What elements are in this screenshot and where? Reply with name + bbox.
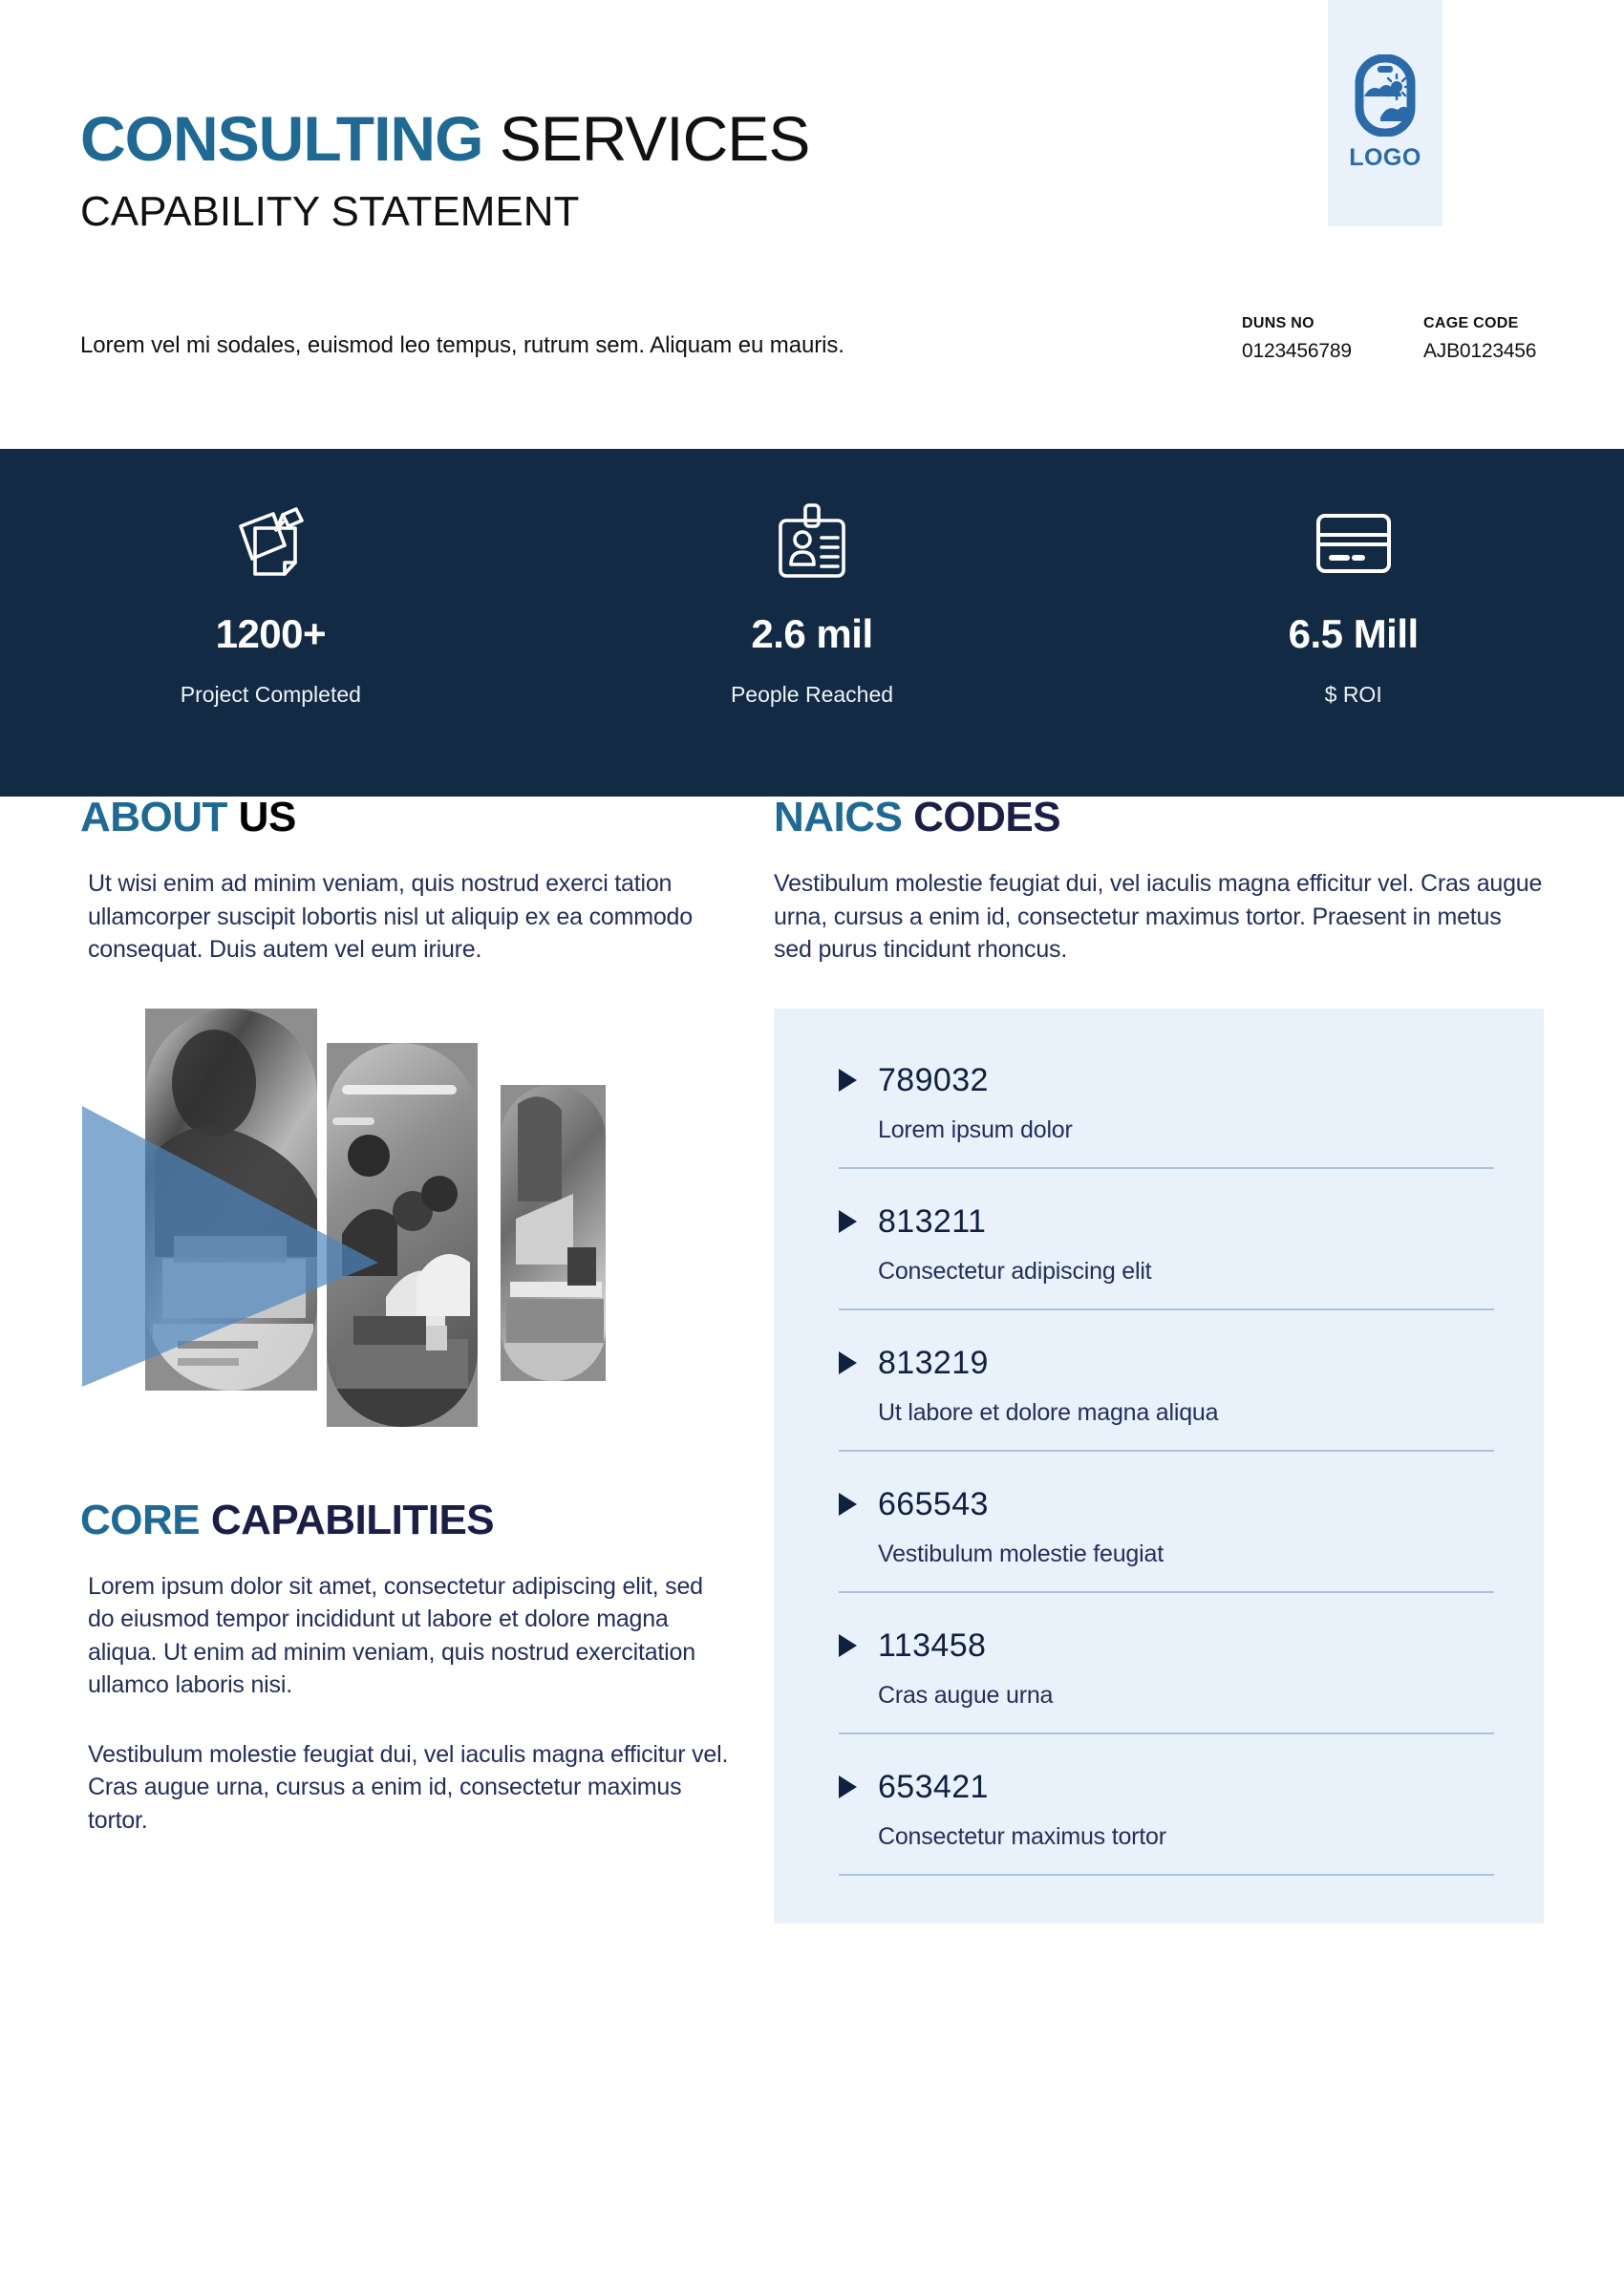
naics-description: Consectetur maximus tortor [878, 1822, 1166, 1850]
credit-card-icon [1311, 499, 1397, 590]
page-header [0, 0, 1624, 449]
divider [839, 1450, 1494, 1452]
photo-collage [80, 1009, 730, 1457]
naics-head [823, 1345, 1494, 1382]
naics-description: Ut labore et dolore magna aliqua [878, 1398, 1219, 1426]
stat-value: 2.6 mil [751, 611, 873, 656]
tagline: Lorem vel mi sodales, euismod leo tempus, rutrum sem. Aliquam eu mauris. [80, 332, 844, 358]
naics-code: 813211 [878, 1202, 987, 1240]
core-capabilities-heading [80, 1496, 730, 1543]
photo-workspace-laptop [501, 1085, 606, 1381]
duns-label: DUNS NO [1242, 315, 1314, 331]
naics-head [823, 1769, 1494, 1806]
naics-description: Lorem ipsum dolor [878, 1116, 1073, 1143]
stat-value: 6.5 Mill [1288, 611, 1419, 656]
divider [839, 1308, 1494, 1310]
logo-text: LOGO [1349, 144, 1421, 171]
duns-value: 0123456789 [1242, 340, 1352, 362]
stat-roi [1082, 449, 1624, 797]
naics-item[interactable] [823, 1062, 1494, 1175]
naics-description: Consectetur adipiscing elit [878, 1257, 1152, 1285]
naics-item[interactable] [823, 1486, 1494, 1599]
logo-icon [1355, 54, 1416, 137]
naics-code: 813219 [878, 1344, 989, 1381]
naics-code: 665543 [878, 1485, 989, 1522]
naics-description: Cras augue urna [878, 1681, 1054, 1709]
caret-right-icon [839, 1210, 857, 1233]
cage-block [1423, 315, 1567, 363]
naics-codes-heading [774, 794, 1544, 840]
naics-code: 789032 [878, 1061, 989, 1098]
naics-head [823, 1627, 1494, 1665]
triangle-accent-icon [78, 1104, 441, 1391]
naics-item[interactable] [823, 1203, 1494, 1316]
core-heading-plain: CAPABILITIES [200, 1496, 495, 1543]
stat-label: $ ROI [1324, 682, 1382, 707]
caret-right-icon [839, 1634, 857, 1657]
naics-head [823, 1062, 1494, 1099]
naics-description: Vestibulum molestie feugiat [878, 1540, 1164, 1567]
naics-code: 113458 [878, 1626, 987, 1664]
duns-block [1242, 315, 1385, 363]
about-heading-accent: ABOUT [80, 794, 227, 840]
stat-people-reached [542, 449, 1083, 797]
right-column [774, 794, 1544, 1924]
page-title-plain: SERVICES [482, 103, 810, 174]
caret-right-icon [839, 1351, 857, 1374]
left-column [80, 794, 730, 1837]
core-heading-accent: CORE [80, 1496, 201, 1543]
naics-head [823, 1203, 1494, 1241]
page-title-accent: CONSULTING [80, 103, 483, 174]
naics-paragraph: Vestibulum molestie feugiat dui, vel iaculis magna efficitur vel. Cras augue urna, cursus a enim id, consectetur maximus tortor. Praesent in metus sed purus tincidunt rhoncus. [774, 870, 1543, 963]
divider [839, 1591, 1494, 1593]
caret-right-icon [839, 1493, 857, 1516]
caret-right-icon [839, 1775, 857, 1798]
stat-label: People Reached [730, 682, 894, 707]
stat-label: Project Completed [180, 682, 361, 707]
id-badge-icon [771, 499, 853, 590]
caret-right-icon [839, 1069, 857, 1092]
core-paragraph-2: Vestibulum molestie feugiat dui, vel iaculis magna efficitur vel. Cras augue urna, cursus a enim id, consectetur maximus tortor. [88, 1740, 729, 1834]
about-us-heading [80, 794, 730, 840]
pinned-notes-icon [225, 499, 315, 590]
about-us-paragraph: Ut wisi enim ad minim veniam, quis nostrud exerci tation ullamcorper suscipit lobortis nisl ut aliquip ex ea commodo consequat. Duis autem vel eum iriure. [88, 870, 693, 963]
statistics-band [0, 449, 1624, 797]
cage-label: CAGE CODE [1423, 315, 1519, 331]
naics-codes-panel [774, 1009, 1544, 1924]
stat-projects-completed [0, 449, 542, 797]
divider [839, 1733, 1494, 1734]
logo-block [1328, 0, 1442, 226]
naics-item[interactable] [823, 1769, 1494, 1881]
about-heading-plain: US [226, 794, 296, 840]
divider [839, 1874, 1494, 1876]
core-paragraph-1: Lorem ipsum dolor sit amet, consectetur adipiscing elit, sed do eiusmod tempor incididunt ut labore et dolore magna aliqua. Ut enim ad minim veniam, quis nostrud exercitation ullamco laboris nisi. [88, 1572, 703, 1698]
cage-value: AJB0123456 [1423, 340, 1537, 362]
naics-heading-plain: CODES [902, 794, 1061, 840]
naics-head [823, 1486, 1494, 1523]
divider [839, 1167, 1494, 1169]
page-subtitle: CAPABILITY STATEMENT [80, 188, 580, 235]
identifier-codes [1242, 315, 1567, 363]
naics-code: 653421 [878, 1768, 989, 1805]
naics-item[interactable] [823, 1627, 1494, 1740]
naics-heading-accent: NAICS [774, 794, 903, 840]
stat-value: 1200+ [215, 611, 327, 656]
naics-item[interactable] [823, 1345, 1494, 1457]
